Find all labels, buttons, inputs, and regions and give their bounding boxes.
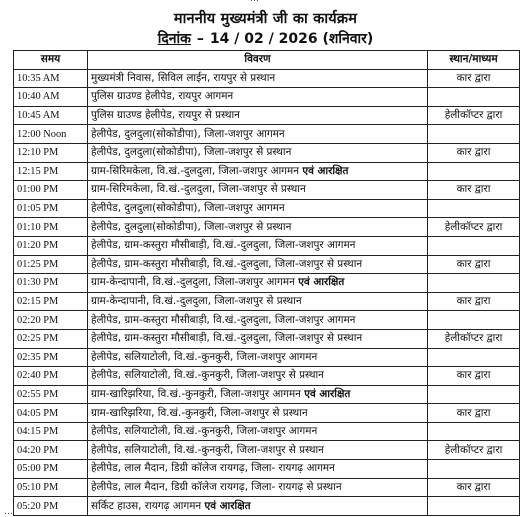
column-header-mode: स्थान/माध्यम	[428, 51, 520, 70]
row-time: 01:10 PM	[14, 218, 88, 237]
table-row	[14, 236, 520, 255]
row-description	[88, 143, 428, 162]
row-time: 04:05 PM	[14, 404, 88, 423]
table-row	[14, 199, 520, 218]
row-description	[88, 236, 428, 255]
row-description	[88, 329, 428, 348]
row-description	[88, 162, 428, 181]
date-line	[0, 29, 531, 48]
row-description	[88, 385, 428, 404]
row-description-text: हेलीपेड, ग्राम-कस्तुरा मौसीबाड़ी, वि.खं.-दुलदुला, जिला-जशपुर से प्रस्थान	[91, 332, 363, 345]
row-description-text: हेलीपेड, सलियाटोली, वि.खं.-कुनकुरी, जिला-जशपुर आगमन	[91, 350, 318, 363]
table-row	[14, 162, 520, 181]
row-time: 10:45 AM	[14, 106, 88, 125]
row-description	[88, 274, 428, 293]
row-description-text: ग्राम-केन्दापानी, वि.खं.-दुलदुला, जिला-जशपुर आगमन	[91, 276, 295, 289]
row-mode: कार द्वारा	[428, 292, 520, 311]
table-row	[14, 69, 520, 88]
row-time: 02:55 PM	[14, 385, 88, 404]
table-row	[14, 125, 520, 144]
table-row	[14, 367, 520, 386]
row-description-text: हेलीपेड, दुलदुला(सोकोडीपा), जिला-जशपुर आगमन	[91, 127, 285, 140]
row-mode: कार द्वारा	[428, 69, 520, 88]
date-label: दिनांक	[157, 31, 191, 47]
row-description-text: ग्राम-सिरिमकेला, वि.खं.-दुलदुला, जिला-जशपुर आगमन	[91, 164, 300, 177]
row-description-text: हेलीपेड, ग्राम-कस्तुरा मौसीबाड़ी, वि.खं.-दुलदुला, जिला-जशपुर आगमन	[91, 239, 356, 252]
table-row	[14, 348, 520, 367]
table-row	[14, 106, 520, 125]
table-row	[14, 274, 520, 293]
row-description	[88, 311, 428, 330]
row-time: 10:40 AM	[14, 88, 88, 107]
row-description	[88, 181, 428, 200]
row-mode: हेलीकॉप्टर द्वारा	[428, 218, 520, 237]
row-description-text: ग्राम-खारिझरिया, वि.खं.-कुनकुरी, जिला-जशपुर से प्रस्थान	[91, 406, 308, 419]
column-header-time: समय	[14, 51, 88, 70]
row-time: 01:30 PM	[14, 274, 88, 293]
row-description-text: ग्राम-केन्दापानी, वि.खं.-दुलदुला, जिला-जशपुर से प्रस्थान	[91, 295, 302, 308]
row-description-text: हेलीपेड, लाल मैदान, डिग्री कॉलेज रायगढ़, जिला- रायगढ़ से प्रस्थान	[91, 480, 342, 493]
row-description	[88, 292, 428, 311]
row-time: 04:15 PM	[14, 422, 88, 441]
table-row	[14, 88, 520, 107]
row-description-text: पुलिस ग्राउण्ड हेलीपेड, रायपुर से प्रस्थान	[91, 109, 240, 122]
row-mode: कार द्वारा	[428, 255, 520, 274]
row-time: 12:10 PM	[14, 143, 88, 162]
row-description	[88, 255, 428, 274]
row-time: 02:15 PM	[14, 292, 88, 311]
row-description	[88, 441, 428, 460]
row-mode: कार द्वारा	[428, 478, 520, 497]
row-time: 02:40 PM	[14, 367, 88, 386]
row-description-text: हेलीपेड, ग्राम-कस्तुरा मौसीबाड़ी, वि.खं.-दुलदुला, जिला-जशपुर से प्रस्थान	[91, 257, 363, 270]
row-description	[88, 460, 428, 479]
row-description-text: हेलीपेड, दुलदुला(सोकोडीपा), जिला-जशपुर से प्रस्थान	[91, 146, 292, 159]
date-value: 14 / 02 / 2026	[209, 31, 318, 47]
table-row	[14, 441, 520, 460]
row-mode	[428, 199, 520, 218]
row-mode	[428, 497, 520, 516]
row-time: 12:00 Noon	[14, 125, 88, 144]
table-row	[14, 311, 520, 330]
reserved-note: एवं आरक्षित	[304, 387, 351, 400]
row-mode: कार द्वारा	[428, 404, 520, 423]
row-time: 02:20 PM	[14, 311, 88, 330]
row-time: 05:20 PM	[14, 497, 88, 516]
row-description	[88, 218, 428, 237]
row-time: 04:20 PM	[14, 441, 88, 460]
row-description-text: हेलीपेड, सलियाटोली, वि.खं.-कुनकुरी, जिला-जशपुर आगमन	[91, 425, 318, 438]
row-mode: कार द्वारा	[428, 143, 520, 162]
row-description-text: ग्राम-खारिझरिया, वि.खं.-कुनकुरी, जिला-जशपुर आगमन	[91, 387, 301, 400]
reserved-note: एवं आरक्षित	[302, 164, 349, 177]
reserved-note: एवं आरक्षित	[298, 276, 345, 289]
row-description-text: पुलिस ग्राउण्ड हेलीपेड, रायपुर आगमन	[91, 90, 234, 103]
row-time: 01:05 PM	[14, 199, 88, 218]
row-description	[88, 478, 428, 497]
row-time: 12:15 PM	[14, 162, 88, 181]
row-description	[88, 125, 428, 144]
row-mode: हेलीकॉप्टर द्वारा	[428, 329, 520, 348]
table-row	[14, 255, 520, 274]
schedule-table	[13, 50, 520, 516]
table-row	[14, 292, 520, 311]
cropped-bottom-text: …	[4, 507, 13, 517]
row-description	[88, 422, 428, 441]
row-time: 01:20 PM	[14, 236, 88, 255]
reserved-note: एवं आरक्षित	[204, 499, 251, 512]
row-description-text: हेलीपेड, दुलदुला(सोकोडीपा), जिला-जशपुर आगमन	[91, 202, 285, 215]
row-description	[88, 88, 428, 107]
table-header-row	[14, 51, 520, 70]
row-mode: कार द्वारा	[428, 181, 520, 200]
row-time: 02:25 PM	[14, 329, 88, 348]
table-row	[14, 329, 520, 348]
page-title: माननीय मुख्यमंत्री जी का कार्यक्रम	[173, 11, 358, 27]
row-mode	[428, 460, 520, 479]
row-mode: हेलीकॉप्टर द्वारा	[428, 441, 520, 460]
row-mode	[428, 236, 520, 255]
column-header-description: विवरण	[88, 51, 428, 70]
table-row	[14, 422, 520, 441]
row-mode	[428, 274, 520, 293]
row-mode	[428, 311, 520, 330]
row-time: 10:35 AM	[14, 69, 88, 88]
table-row	[14, 385, 520, 404]
row-description-text: हेलीपेड, दुलदुला(सोकोडीपा), जिला-जशपुर से प्रस्थान	[91, 220, 292, 233]
date-day: (शनिवार)	[322, 31, 374, 47]
table-row	[14, 497, 520, 516]
row-description	[88, 497, 428, 516]
row-description-text: सर्किट हाउस, रायगढ़ आगमन	[91, 499, 202, 512]
row-description	[88, 404, 428, 423]
row-time: 02:35 PM	[14, 348, 88, 367]
row-mode	[428, 385, 520, 404]
row-description	[88, 199, 428, 218]
row-mode	[428, 125, 520, 144]
table-row	[14, 143, 520, 162]
date-dash: –	[196, 31, 204, 47]
row-mode	[428, 348, 520, 367]
table-row	[14, 181, 520, 200]
row-mode: कार द्वारा	[428, 367, 520, 386]
row-mode	[428, 422, 520, 441]
row-description-text: हेलीपेड, सलियाटोली, वि.खं.-कुनकुरी, जिला-जशपुर से प्रस्थान	[91, 369, 324, 382]
row-time: 01:00 PM	[14, 181, 88, 200]
row-time: 05:00 PM	[14, 460, 88, 479]
row-description-text: ग्राम-सिरिमकेला, वि.खं.-दुलदुला, जिला-जशपुर से प्रस्थान	[91, 183, 306, 196]
row-time: 05:10 PM	[14, 478, 88, 497]
row-description-text: मुख्यमंत्री निवास, सिविल लाईन, रायपुर से प्रस्थान	[91, 71, 276, 84]
table-row	[14, 460, 520, 479]
row-description-text: हेलीपेड, ग्राम-कस्तुरा मौसीबाड़ी, वि.खं.-दुलदुला, जिला-जशपुर आगमन	[91, 313, 356, 326]
row-description	[88, 69, 428, 88]
row-mode	[428, 162, 520, 181]
row-description	[88, 367, 428, 386]
table-row	[14, 218, 520, 237]
row-mode: हेलीकॉप्टर द्वारा	[428, 106, 520, 125]
row-description-text: हेलीपेड, लाल मैदान, डिग्री कॉलेज रायगढ़, जिला- रायगढ़ आगमन	[91, 462, 335, 475]
cropped-top-text	[0, 0, 531, 5]
row-description	[88, 106, 428, 125]
row-description	[88, 348, 428, 367]
table-row	[14, 404, 520, 423]
row-mode	[428, 88, 520, 107]
table-row	[14, 478, 520, 497]
schedule-rows	[14, 69, 520, 515]
row-time: 01:25 PM	[14, 255, 88, 274]
row-description-text: हेलीपेड, सलियाटोली, वि.खं.-कुनकुरी, जिला-जशपुर से प्रस्थान	[91, 443, 324, 456]
